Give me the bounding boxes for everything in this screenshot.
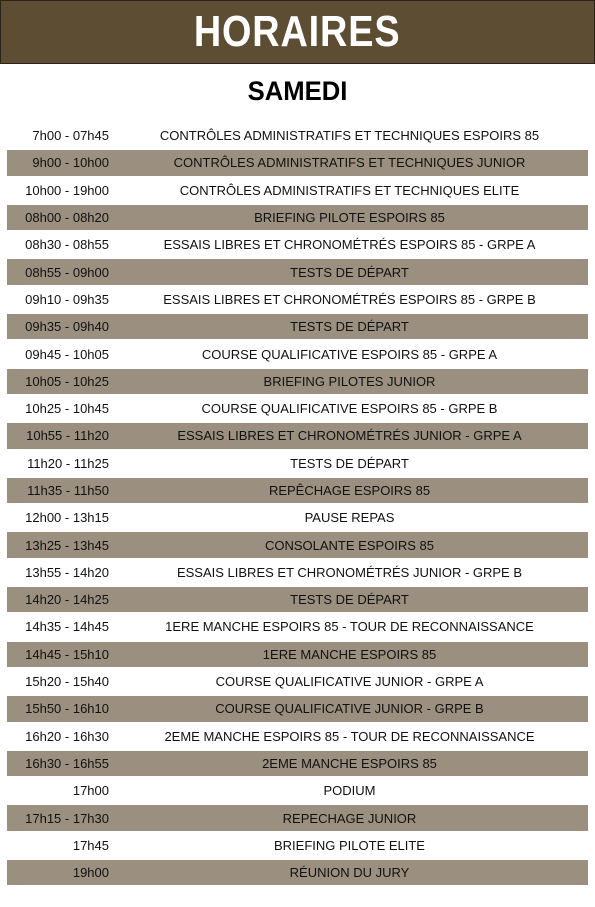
schedule-time: 11h20 - 11h25 [27,455,109,471]
schedule-row [7,723,588,750]
page-title: HORAIRES [194,7,401,56]
schedule-time: 14h45 - 15h10 [25,646,109,662]
schedule-time: 10h00 - 19h00 [25,182,109,198]
schedule-row [7,422,588,449]
schedule-event: TESTS DE DÉPART [290,455,409,471]
schedule-row [7,859,588,886]
schedule-row [7,804,588,831]
schedule-time: 19h00 [72,865,109,881]
schedule-time: 9h00 - 10h00 [32,155,109,171]
schedule-time: 15h50 - 16h10 [25,701,109,717]
schedule-time: 08h55 - 09h00 [25,264,109,280]
schedule-event: CONTRÔLES ADMINISTRATIFS ET TECHNIQUES ESPOIRS 85 [159,128,540,144]
schedule-event: CONTRÔLES ADMINISTRATIFS ET TECHNIQUES JUNIOR [173,155,526,171]
schedule-time: 10h55 - 11h20 [26,428,109,444]
schedule-row [7,368,588,395]
schedule-event: PODIUM [323,783,376,799]
schedule-event: CONTRÔLES ADMINISTRATIFS ET TECHNIQUES ELITE [179,182,520,198]
schedule-event: 1ERE MANCHE ESPOIRS 85 [262,646,437,662]
schedule-time: 7h00 - 07h45 [32,128,109,144]
schedule-row [7,586,588,613]
schedule-row [7,177,588,204]
day-title: SAMEDI [247,76,348,106]
schedule-row [7,504,588,531]
schedule-row [7,258,588,285]
schedule-row [7,231,588,258]
schedule-row [7,668,588,695]
schedule-row [7,559,588,586]
schedule-event: COURSE QUALIFICATIVE JUNIOR - GRPE B [215,701,484,717]
schedule-time: 13h55 - 14h20 [25,564,109,580]
schedule-event: BRIEFING PILOTE ELITE [274,837,425,853]
schedule-row [7,122,588,149]
schedule-time: 14h35 - 14h45 [25,619,109,635]
schedule-event: BRIEFING PILOTES JUNIOR [263,373,436,389]
schedule-time: 09h45 - 10h05 [25,346,109,362]
page-header [0,0,595,64]
schedule-event: ESSAIS LIBRES ET CHRONOMÉTRÉS JUNIOR - GRPE B [176,564,523,580]
schedule-event: COURSE QUALIFICATIVE ESPOIRS 85 - GRPE A [201,346,498,362]
schedule-event: 2EME MANCHE ESPOIRS 85 [262,755,437,771]
schedule-time: 15h20 - 15h40 [25,674,109,690]
schedule-event: TESTS DE DÉPART [290,264,409,280]
schedule-row [7,750,588,777]
schedule-time: 17h00 [72,783,109,799]
schedule-table [7,122,588,886]
schedule-event: PAUSE REPAS [304,510,395,526]
schedule-row [7,613,588,640]
schedule-time: 09h10 - 09h35 [25,291,109,307]
schedule-row [7,777,588,804]
schedule-event: RÉUNION DU JURY [289,865,410,881]
schedule-time: 09h35 - 09h40 [25,319,109,335]
schedule-event: 2EME MANCHE ESPOIRS 85 - TOUR DE RECONNAISSANCE [164,728,535,744]
schedule-row [7,286,588,313]
schedule-event: TESTS DE DÉPART [290,319,409,335]
schedule-event: COURSE QUALIFICATIVE ESPOIRS 85 - GRPE B [201,401,498,417]
schedule-time: 17h45 [72,837,109,853]
schedule-time: 10h25 - 10h45 [25,401,109,417]
schedule-row [7,695,588,722]
schedule-row [7,531,588,558]
schedule-event: ESSAIS LIBRES ET CHRONOMÉTRÉS JUNIOR - GRPE A [177,428,522,444]
schedule-row [7,149,588,176]
schedule-row [7,477,588,504]
schedule-time: 12h00 - 13h15 [25,510,109,526]
schedule-time: 08h30 - 08h55 [25,237,109,253]
schedule-row [7,204,588,231]
schedule-row [7,641,588,668]
schedule-row [7,395,588,422]
schedule-time: 10h05 - 10h25 [25,373,109,389]
schedule-time: 16h30 - 16h55 [25,755,109,771]
schedule-time: 14h20 - 14h25 [25,592,109,608]
schedule-time: 08h00 - 08h20 [25,210,109,226]
schedule-event: COURSE QUALIFICATIVE JUNIOR - GRPE A [215,674,484,690]
schedule-time: 16h20 - 16h30 [25,728,109,744]
schedule-row [7,340,588,367]
schedule-row [7,313,588,340]
schedule-time: 11h35 - 11h50 [27,483,109,498]
schedule-event: REPECHAGE JUNIOR [282,810,417,826]
schedule-event: BRIEFING PILOTE ESPOIRS 85 [254,210,445,226]
schedule-time: 17h15 - 17h30 [25,810,109,826]
schedule-row [7,832,588,859]
schedule-event: ESSAIS LIBRES ET CHRONOMÉTRÉS ESPOIRS 85 - GRPE B [163,291,536,307]
schedule-time: 13h25 - 13h45 [25,537,109,553]
schedule-event: REPÊCHAGE ESPOIRS 85 [268,483,431,498]
schedule-event: CONSOLANTE ESPOIRS 85 [264,537,435,553]
schedule-event: 1ERE MANCHE ESPOIRS 85 - TOUR DE RECONNAISSANCE [165,619,534,635]
schedule-event: TESTS DE DÉPART [290,592,409,608]
schedule-row [7,450,588,477]
schedule-event: ESSAIS LIBRES ET CHRONOMÉTRÉS ESPOIRS 85 - GRPE A [163,237,536,253]
